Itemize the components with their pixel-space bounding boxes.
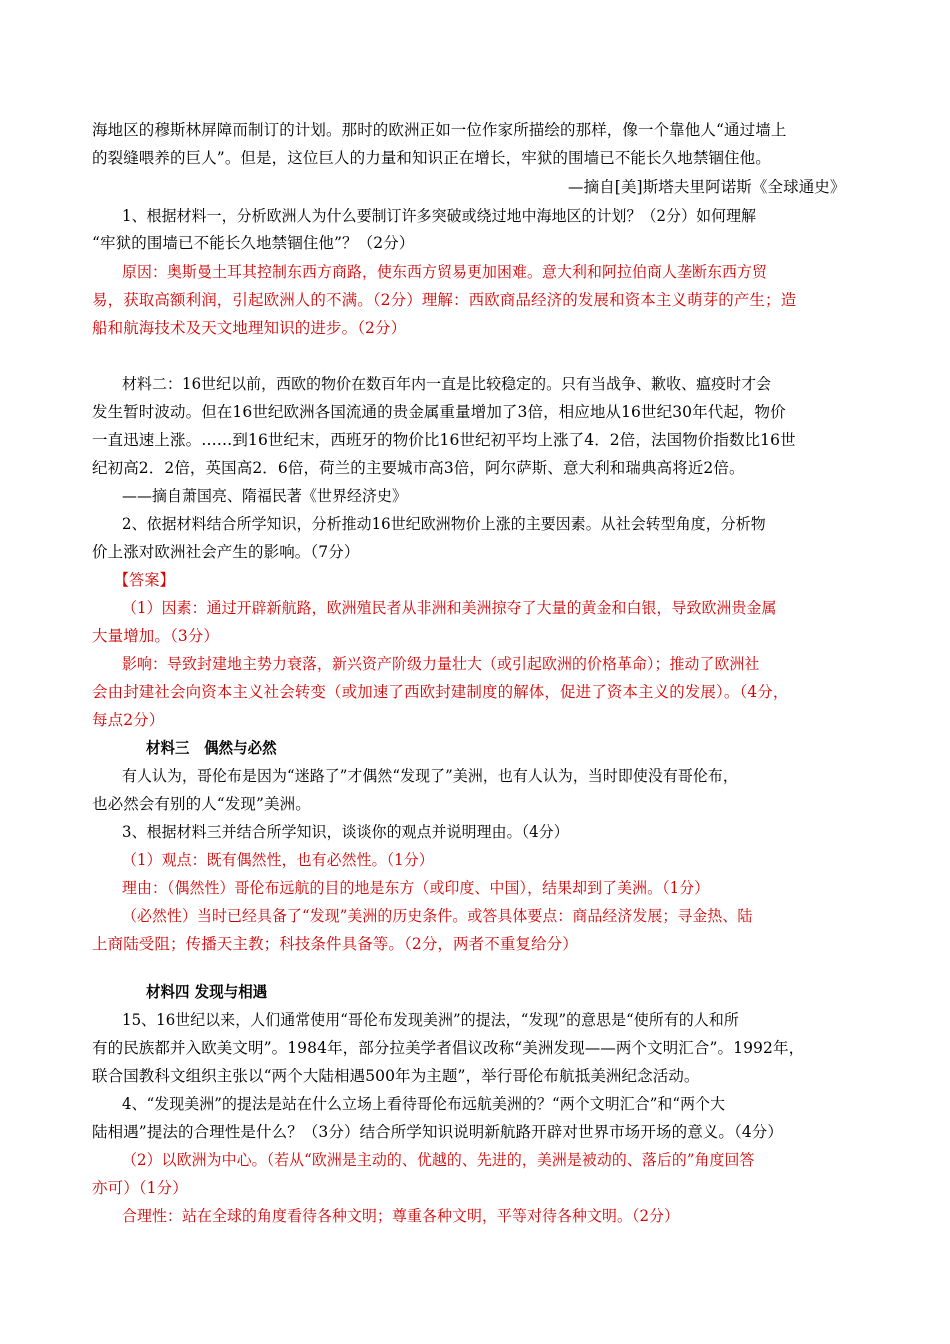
answer-3: （1）观点：既有偶然性，也有必然性。（1分） xyxy=(122,851,434,869)
answer-3-reason: 理由：（偶然性）哥伦布远航的目的地是东方（或印度、中国），结果却到了美洲。（1分） xyxy=(122,879,710,897)
material-4-cont: 有的民族都并入欧美文明”。1984年，部分拉美学者倡议改称“美洲发现——两个文明汇合”。1992年， xyxy=(92,1039,805,1057)
answer-4: （2）以欧洲为中心。（若从“欧洲是主动的、优越的、先进的，美洲是被动的、落后的”角度回答 xyxy=(122,1151,755,1169)
material-4: 15、16世纪以来，人们通常使用“哥伦布发现美洲”的提法，“发现”的意思是“使所有的人和所 xyxy=(122,1011,739,1029)
answer-2-cont: 每点2分） xyxy=(92,711,165,729)
material-3-cont: 也必然会有别的人“发现”美洲。 xyxy=(92,795,311,813)
source-citation: —摘自[美]斯塔夫里阿诺斯《全球通史》 xyxy=(568,178,846,196)
answer-2: （1）因素：通过开辟新航路，欧洲殖民者从非洲和美洲掠夺了大量的黄金和白银，导致欧洲贵金属 xyxy=(122,599,777,617)
question-2-cont: 价上涨对欧洲社会产生的影响。（7分） xyxy=(92,543,360,561)
material-2: 材料二：16世纪以前，西欧的物价在数百年内一直是比较稳定的。只有当战争、歉收、瘟疫时才会 xyxy=(122,375,772,393)
material-3: 有人认为，哥伦布是因为“迷路了”才偶然“发现了”美洲，也有人认为，当时即使没有哥伦布， xyxy=(122,767,738,785)
answer-label: 【答案】 xyxy=(114,571,175,589)
answer-2-cont: 会由封建社会向资本主义社会转变（或加速了西欧封建制度的解体，促进了资本主义的发展）。（4分， xyxy=(92,683,789,701)
material-4-heading: 材料四 发现与相遇 xyxy=(146,982,268,1001)
material-2-cont: 发生暂时波动。但在16世纪欧洲各国流通的贵金属重量增加了3倍，相应地从16世纪30年代起，物价 xyxy=(92,403,786,421)
material-2-cont: 纪初高2．2倍，英国高2．6倍，荷兰的主要城市高3倍，阿尔萨斯、意大利和瑞典高将近2倍。 xyxy=(92,459,745,477)
material-3-heading: 材料三 偶然与必然 xyxy=(146,738,277,757)
source-citation: ——摘自萧国亮、隋福民著《世界经济史》 xyxy=(122,487,407,505)
answer-4-rationale: 合理性：站在全球的角度看待各种文明；尊重各种文明，平等对待各种文明。（2分） xyxy=(122,1207,680,1225)
answer-1-cont: 易，获取高额利润，引起欧洲人的不满。（2分）理解：西欧商品经济的发展和资本主义萌芽的产生；造 xyxy=(92,291,797,309)
answer-1: 原因：奥斯曼土耳其控制东西方商路，使东西方贸易更加困难。意大利和阿拉伯商人垄断东西方贸 xyxy=(122,263,767,281)
answer-4-cont: 亦可）（1分） xyxy=(92,1179,188,1197)
text-line: 海地区的穆斯林屏障而制订的计划。那时的欧洲正如一位作家所描绘的那样，像一个靠他人“通过墙上 xyxy=(92,121,787,139)
question-1: 1、根据材料一，分析欧洲人为什么要制订许多突破或绕过地中海地区的计划？（2分）如何理解 xyxy=(122,207,757,225)
answer-2-cont: 大量增加。（3分） xyxy=(92,627,220,645)
question-1-cont: “牢狱的围墙已不能长久地禁锢住他”？（2分） xyxy=(92,234,415,252)
material-2-cont: 一直迅速上涨。……到16世纪末，西班牙的物价比16世纪初平均上涨了4．2倍，法国物价指数比16世 xyxy=(92,431,796,449)
text-line: 的裂缝喂养的巨人”。但是，这位巨人的力量和知识正在增长，牢狱的围墙已不能长久地禁锢住他。 xyxy=(92,149,771,167)
question-2: 2、依据材料结合所学知识，分析推动16世纪欧洲物价上涨的主要因素。从社会转型角度，分析物 xyxy=(122,515,766,533)
question-4-cont: 陆相遇”提法的合理性是什么？（3分）结合所学知识说明新航路开辟对世界市场开场的意义。（4分） xyxy=(92,1123,784,1141)
answer-3-cont: 上商陆受阻；传播天主教；科技条件具备等。（2分，两者不重复给分） xyxy=(92,935,578,953)
question-3: 3、根据材料三并结合所学知识，谈谈你的观点并说明理由。（4分） xyxy=(122,823,569,841)
answer-3-reason: （必然性）当时已经具备了“发现”美洲的历史条件。或答具体要点：商品经济发展；寻金热、陆 xyxy=(122,907,753,925)
answer-1-cont: 船和航海技术及天文地理知识的进步。（2分） xyxy=(92,319,407,337)
answer-2-influence: 影响：导致封建地主势力衰落，新兴资产阶级力量壮大（或引起欧洲的价格革命）；推动了欧洲社 xyxy=(122,655,760,673)
question-4: 4、“发现美洲”的提法是站在什么立场上看待哥伦布远航美洲的？“两个文明汇合”和“两个大 xyxy=(122,1095,726,1113)
material-4-cont: 联合国教科文组织主张以“两个大陆相遇500年为主题”，举行哥伦布航抵美洲纪念活动。 xyxy=(92,1067,700,1085)
